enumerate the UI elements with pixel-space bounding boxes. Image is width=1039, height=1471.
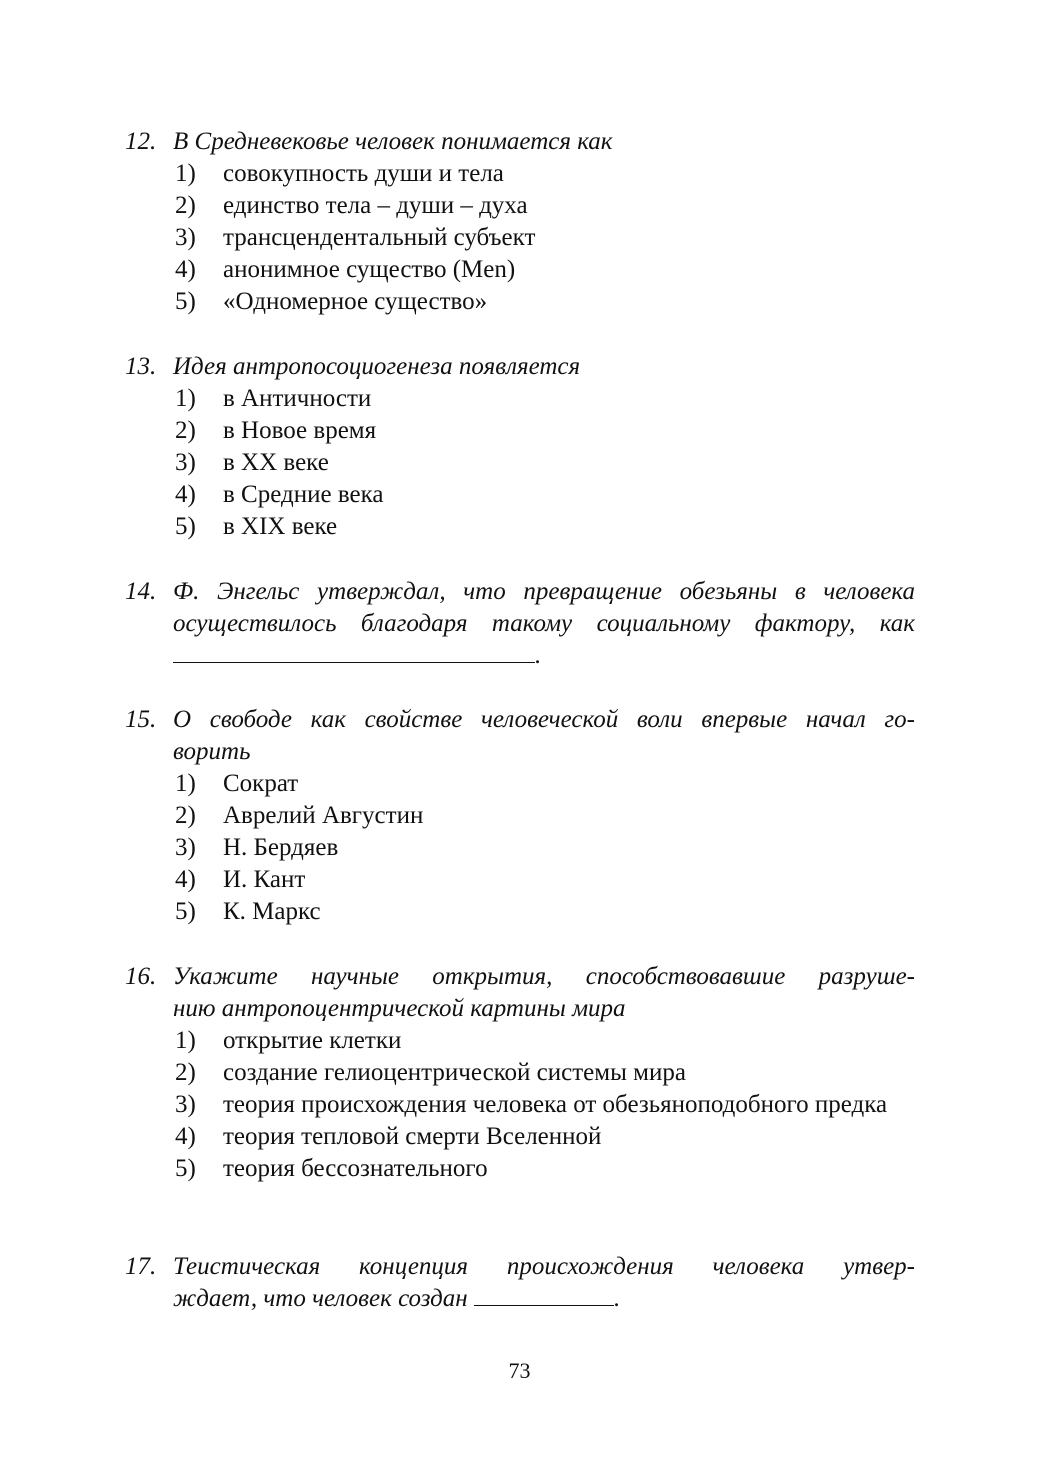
answer-option[interactable] (125, 800, 915, 832)
answer-options (125, 383, 915, 543)
question-number: 15. (125, 706, 157, 733)
question-line: Теистическая концепция происхождения человека утвер- (173, 1253, 915, 1280)
answer-option[interactable] (125, 768, 915, 800)
question-16-header (125, 961, 915, 1025)
question-number: 16. (125, 963, 157, 990)
sentence-end: . (535, 642, 542, 669)
option-number: 2) (175, 417, 196, 444)
option-number: 4) (175, 256, 196, 283)
answer-options (125, 1025, 915, 1185)
question-15 (125, 704, 915, 928)
option-text: анонимное существо (Men) (223, 256, 516, 283)
question-number: 17. (125, 1253, 157, 1280)
question-number: 13. (125, 353, 157, 380)
sentence-end: . (613, 1285, 621, 1312)
option-number: 2) (175, 1059, 196, 1086)
answer-options (125, 768, 915, 928)
answer-option[interactable] (125, 447, 915, 479)
option-text: теория бессознательного (223, 1155, 488, 1182)
answer-option[interactable] (125, 1057, 915, 1089)
question-line: осуществилось благодаря такому социальному фактору, как (173, 610, 915, 637)
answer-blank[interactable] (474, 1283, 614, 1306)
question-line-text: ждает, что человек создан (173, 1285, 468, 1312)
option-text: Аврелий Августин (223, 802, 424, 829)
answer-option[interactable] (125, 383, 915, 415)
option-text: Сократ (223, 770, 299, 797)
question-17-header (125, 1251, 915, 1315)
question-14-header (125, 576, 915, 672)
option-number: 4) (175, 481, 196, 508)
option-text: теория происхождения человека от обезьяноподобного предка (223, 1091, 888, 1118)
answer-option[interactable] (125, 1089, 915, 1121)
option-text: создание гелиоцентрической системы мира (223, 1059, 686, 1086)
question-line: О свободе как свойстве человеческой воли впервые начал го- (173, 706, 915, 733)
answer-option[interactable] (125, 254, 915, 286)
option-number: 5) (175, 513, 196, 540)
answer-option[interactable] (125, 832, 915, 864)
answer-option[interactable] (125, 286, 915, 318)
option-number: 2) (175, 802, 196, 829)
option-number: 5) (175, 898, 196, 925)
question-16 (125, 961, 915, 1185)
option-text: «Одномерное существо» (223, 288, 488, 315)
option-text: в XIX веке (223, 513, 338, 540)
answer-option[interactable] (125, 1153, 915, 1185)
answer-option[interactable] (125, 511, 915, 543)
answer-option[interactable] (125, 222, 915, 254)
answer-options (125, 158, 915, 318)
option-number: 1) (175, 160, 196, 187)
option-number: 1) (175, 385, 196, 412)
option-text: в ХХ веке (223, 449, 329, 476)
question-12-header (125, 126, 915, 158)
question-number: 12. (125, 128, 157, 155)
question-text (173, 961, 915, 1025)
question-text (173, 704, 915, 768)
question-text (173, 1251, 915, 1315)
option-number: 5) (175, 1155, 196, 1182)
option-text: К. Маркс (223, 898, 321, 925)
answer-blank-line (173, 640, 915, 672)
answer-option[interactable] (125, 1025, 915, 1057)
question-line: ворить (173, 738, 251, 765)
answer-option[interactable] (125, 896, 915, 928)
option-text: в Средние века (223, 481, 384, 508)
page-number: 73 (508, 1358, 531, 1383)
option-text: Н. Бердяев (223, 834, 339, 861)
question-text: Идея антропосоциогенеза появляется (173, 353, 581, 380)
answer-option[interactable] (125, 190, 915, 222)
option-number: 2) (175, 192, 196, 219)
question-15-header (125, 704, 915, 768)
question-line: нию антропоцентрической картины мира (173, 995, 626, 1022)
option-number: 5) (175, 288, 196, 315)
answer-option[interactable] (125, 1121, 915, 1153)
question-13-header (125, 351, 915, 383)
question-17 (125, 1251, 915, 1315)
option-text: в Новое время (223, 417, 377, 444)
answer-option[interactable] (125, 479, 915, 511)
question-13 (125, 351, 915, 543)
option-text: единство тела – души – духа (223, 192, 528, 219)
question-line (173, 1283, 915, 1315)
question-number: 14. (125, 578, 157, 605)
option-number: 3) (175, 834, 196, 861)
question-text: В Средневековье человек понимается как (173, 128, 613, 155)
option-number: 4) (175, 1123, 196, 1150)
question-12 (125, 126, 915, 318)
answer-option[interactable] (125, 158, 915, 190)
option-number: 3) (175, 449, 196, 476)
answer-blank[interactable] (173, 640, 535, 663)
option-number: 4) (175, 866, 196, 893)
option-text: трансцендентальный субъект (223, 224, 536, 251)
option-text: И. Кант (223, 866, 306, 893)
answer-option[interactable] (125, 864, 915, 896)
option-text: открытие клетки (223, 1027, 402, 1054)
option-number: 1) (175, 770, 196, 797)
option-text: совокупность души и тела (223, 160, 504, 187)
question-14 (125, 576, 915, 672)
question-text (173, 576, 915, 672)
option-number: 3) (175, 224, 196, 251)
question-line: Укажите научные открытия, способствовавшие разруше- (173, 963, 915, 990)
answer-option[interactable] (125, 415, 915, 447)
option-text: в Античности (223, 385, 372, 412)
question-line: Ф. Энгельс утверждал, что превращение обезьяны в человека (173, 578, 915, 605)
option-number: 1) (175, 1027, 196, 1054)
option-text: теория тепловой смерти Вселенной (223, 1123, 602, 1150)
option-number: 3) (175, 1091, 196, 1118)
